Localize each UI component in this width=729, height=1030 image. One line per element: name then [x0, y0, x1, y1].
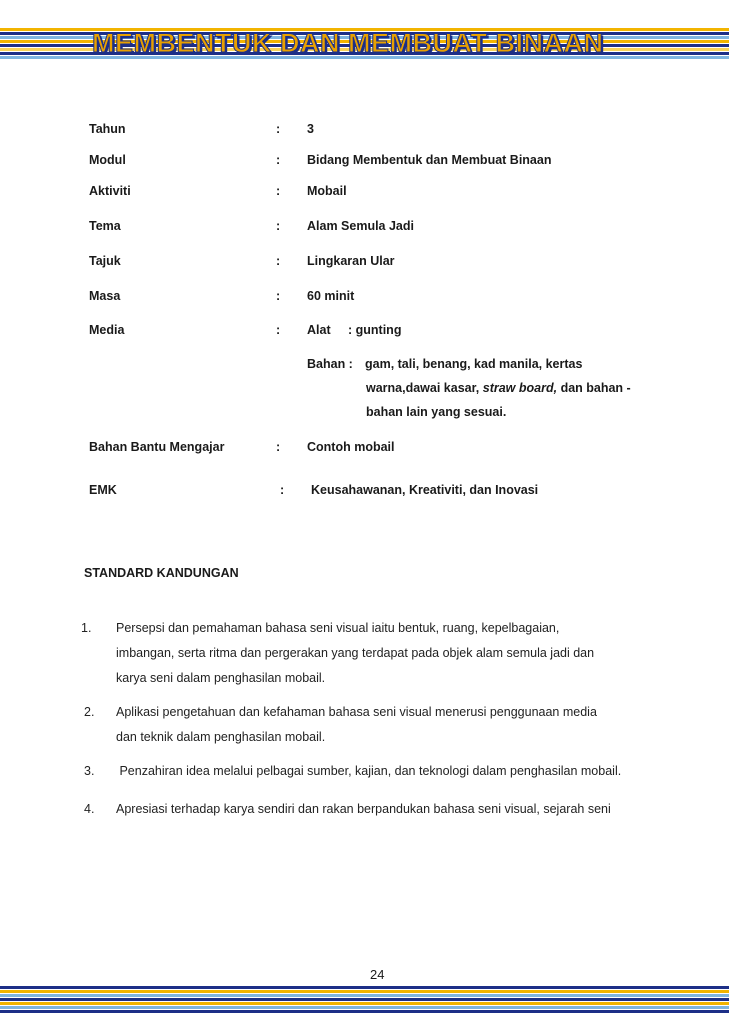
label-tahun: Tahun	[89, 122, 126, 136]
media-bahan-line1: gam, tali, benang, kad manila, kertas	[365, 357, 583, 371]
sep: :	[276, 184, 281, 198]
sep: :	[276, 254, 281, 268]
item-line: imbangan, serta ritma dan pergerakan yang terdapat pada objek alam semula jadi dan	[116, 646, 595, 660]
label-bahan-bantu: Bahan Bantu Mengajar	[89, 440, 225, 454]
sep: :	[280, 483, 285, 497]
label-aktiviti: Aktiviti	[89, 184, 131, 198]
media-bahan-line2b: dan bahan -	[560, 381, 631, 395]
row-bahan-3	[366, 405, 506, 419]
sep: :	[276, 153, 281, 167]
item-line: karya seni dalam penghasilan mobail.	[116, 671, 326, 685]
label-emk: EMK	[89, 483, 117, 497]
item-line: Aplikasi pengetahuan dan kefahaman bahasa seni visual menerusi penggunaan media	[116, 705, 597, 719]
value-masa: 60 minit	[307, 289, 355, 303]
sep: :	[276, 122, 281, 136]
label-modul: Modul	[89, 153, 126, 167]
value-tahun: 3	[307, 122, 314, 136]
value-bahan-bantu: Contoh mobail	[307, 440, 395, 454]
item-number: 4.	[84, 802, 95, 816]
item-line: Persepsi dan pemahaman bahasa seni visual iaitu bentuk, ruang, kepelbagaian,	[116, 621, 560, 635]
sep: :	[276, 440, 281, 454]
media-bahan-line2a: warna,dawai kasar,	[366, 381, 480, 395]
item-line: Penzahiran idea melalui pelbagai sumber, kajian, dan teknologi dalam penghasilan mobail.	[116, 764, 622, 778]
value-tema: Alam Semula Jadi	[307, 219, 414, 233]
page-number: 24	[370, 967, 385, 982]
media-alat-value: : gunting	[348, 323, 402, 337]
item-number: 3.	[84, 764, 95, 778]
section-title: STANDARD KANDUNGAN	[84, 566, 239, 580]
media-alat-label: Alat	[307, 323, 331, 337]
media-bahan-label: Bahan :	[307, 357, 353, 371]
sep: :	[276, 289, 281, 303]
value-aktiviti: Mobail	[307, 184, 347, 198]
banner-title: MEMBENTUK DAN MEMBUAT BINAAN	[92, 28, 604, 58]
item-line: dan teknik dalam penghasilan mobail.	[116, 730, 326, 744]
item-line: Apresiasi terhadap karya sendiri dan rakan berpandukan bahasa seni visual, sejarah seni	[116, 802, 611, 816]
value-tajuk: Lingkaran Ular	[307, 254, 395, 268]
media-bahan-line3: bahan lain yang sesuai.	[366, 405, 507, 419]
item-number: 1.	[81, 621, 92, 635]
value-modul: Bidang Membentuk dan Membuat Binaan	[307, 153, 552, 167]
label-tema: Tema	[89, 219, 121, 233]
item-number: 2.	[84, 705, 95, 719]
sep: :	[276, 323, 281, 337]
label-media: Media	[89, 323, 125, 337]
sep: :	[276, 219, 281, 233]
row-bahan-2	[366, 381, 631, 395]
footer-stripes	[0, 986, 729, 1016]
label-tajuk: Tajuk	[89, 254, 121, 268]
media-bahan-italic: straw board,	[482, 381, 558, 395]
label-masa: Masa	[89, 289, 121, 303]
value-emk: Keusahawanan, Kreativiti, dan Inovasi	[311, 483, 539, 497]
